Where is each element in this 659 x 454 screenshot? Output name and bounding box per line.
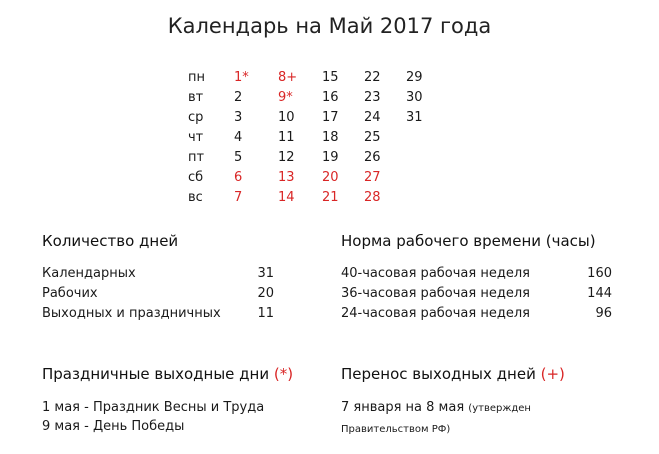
calendar-day: 14 <box>278 190 295 205</box>
calendar-day: 25 <box>364 130 381 145</box>
holiday-item: 1 мая - Праздник Весны и Труда <box>42 400 265 415</box>
holidays-heading-text: Праздничные выходные дни <box>42 365 270 383</box>
work-norm-value: 96 <box>595 306 612 321</box>
calendar-day: 11 <box>278 130 295 145</box>
calendar-day: 4 <box>234 130 243 145</box>
calendar-day: 13 <box>278 170 295 185</box>
transfer-item <box>341 400 531 415</box>
work-norm-value: 144 <box>587 286 612 301</box>
calendar-day: 19 <box>322 150 339 165</box>
transfer-text: 7 января на 8 мая <box>341 400 465 415</box>
calendar-day: 10 <box>278 110 295 125</box>
days-count-label: Выходных и праздничных <box>42 306 221 321</box>
weekday-label: чт <box>188 130 204 145</box>
calendar-day: 2 <box>234 90 243 105</box>
calendar-day: 23 <box>364 90 381 105</box>
calendar-day: 22 <box>364 70 381 85</box>
calendar-day: 17 <box>322 110 339 125</box>
calendar-day: 28 <box>364 190 381 205</box>
calendar-day: 3 <box>234 110 243 125</box>
calendar-day: 29 <box>406 70 423 85</box>
calendar-day: 27 <box>364 170 381 185</box>
calendar-day: 16 <box>322 90 339 105</box>
days-count-label: Рабочих <box>42 286 98 301</box>
days-count-value: 11 <box>257 306 274 321</box>
transfer-heading-text: Перенос выходных дней <box>341 365 536 383</box>
calendar-day: 9* <box>278 90 293 105</box>
calendar-day: 5 <box>234 150 243 165</box>
calendar-day: 31 <box>406 110 423 125</box>
calendar-day: 20 <box>322 170 339 185</box>
weekday-label: ср <box>188 110 204 125</box>
calendar-day: 21 <box>322 190 339 205</box>
weekday-label: пн <box>188 70 205 85</box>
weekday-label: пт <box>188 150 205 165</box>
work-norm-label: 40-часовая рабочая неделя <box>341 266 530 281</box>
transfer-note: (утвержден <box>468 403 531 414</box>
calendar-day: 8+ <box>278 70 298 85</box>
work-norm-label: 36-часовая рабочая неделя <box>341 286 530 301</box>
work-norm-value: 160 <box>587 266 612 281</box>
transfer-marker: (+) <box>540 365 565 383</box>
calendar-day: 24 <box>364 110 381 125</box>
calendar-day: 15 <box>322 70 339 85</box>
page-title: Календарь на Май 2017 года <box>167 14 492 38</box>
weekday-label: сб <box>188 170 204 185</box>
holidays-heading <box>42 365 293 383</box>
days-count-heading: Количество дней <box>42 232 179 250</box>
calendar-day: 6 <box>234 170 243 185</box>
work-norm-label: 24-часовая рабочая неделя <box>341 306 530 321</box>
calendar-day: 18 <box>322 130 339 145</box>
calendar-day: 30 <box>406 90 423 105</box>
transfer-heading <box>341 365 565 383</box>
holiday-item: 9 мая - День Победы <box>42 419 185 434</box>
weekday-label: вс <box>188 190 203 205</box>
work-norm-heading: Норма рабочего времени (часы) <box>341 232 596 250</box>
calendar-day: 12 <box>278 150 295 165</box>
transfer-note-continued: Правительством РФ) <box>341 424 451 435</box>
calendar-day: 1* <box>234 70 249 85</box>
days-count-label: Календарных <box>42 266 136 281</box>
calendar-day: 7 <box>234 190 243 205</box>
days-count-value: 31 <box>257 266 274 281</box>
holiday-marker: (*) <box>273 365 294 383</box>
days-count-value: 20 <box>257 286 274 301</box>
calendar-day: 26 <box>364 150 381 165</box>
weekday-label: вт <box>188 90 204 105</box>
